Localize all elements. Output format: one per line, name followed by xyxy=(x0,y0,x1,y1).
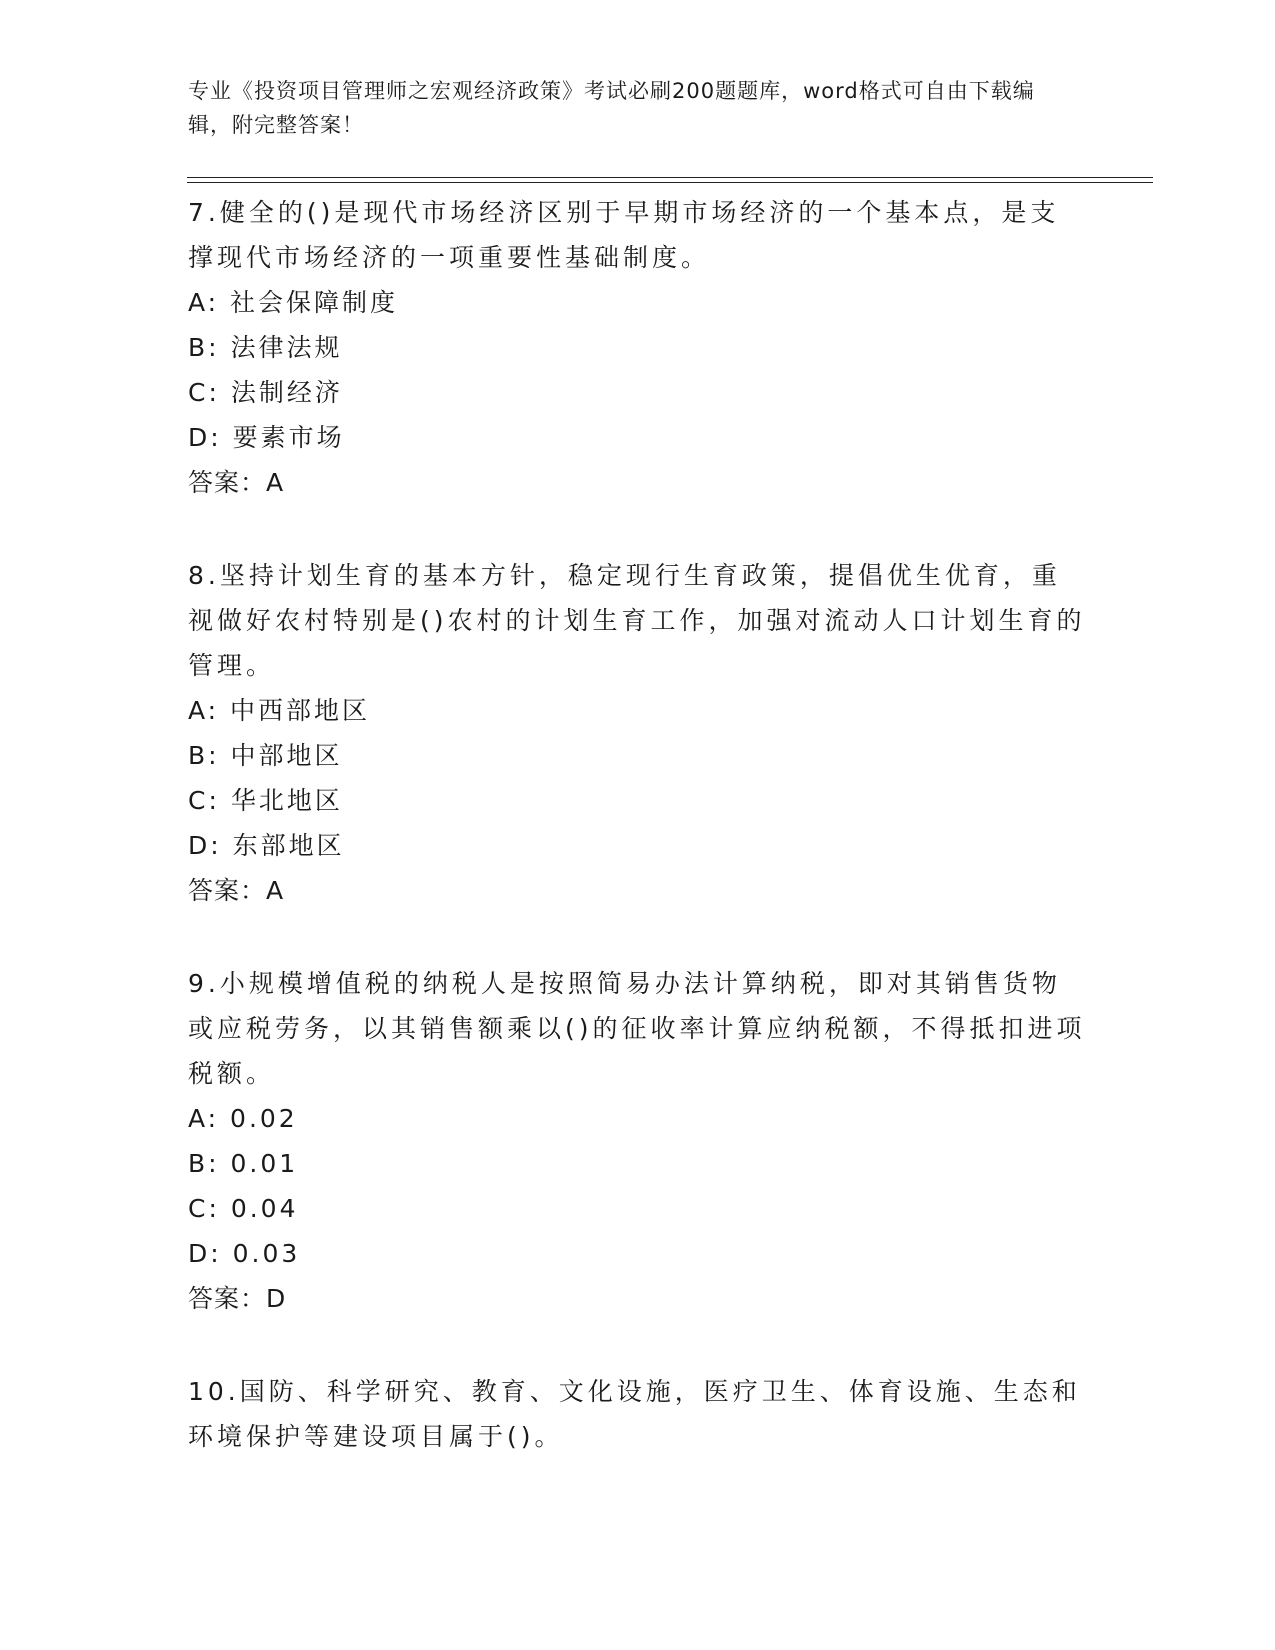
option-b: B: 中部地区 xyxy=(188,741,343,770)
option-c: C: 华北地区 xyxy=(188,786,343,815)
option-a: A: 中西部地区 xyxy=(188,696,371,725)
option-d: D: 要素市场 xyxy=(188,423,345,452)
option-d: D: 东部地区 xyxy=(188,831,345,860)
option-a: A: 社会保障制度 xyxy=(188,288,399,317)
question-10 xyxy=(188,1369,1088,1459)
answer: 答案：D xyxy=(188,1284,287,1313)
question-8 xyxy=(188,553,1088,913)
option-b: B: 法律法规 xyxy=(188,333,343,362)
question-text: 10.国防、科学研究、教育、文化设施，医疗卫生、体育设施、生态和环境保护等建设项目属于()。 xyxy=(188,1377,1081,1451)
answer: 答案：A xyxy=(188,876,285,905)
question-9 xyxy=(188,961,1088,1321)
question-text: 7.健全的()是现代市场经济区别于早期市场经济的一个基本点，是支撑现代市场经济的一项重要性基础制度。 xyxy=(188,198,1060,272)
document-header: 专业《投资项目管理师之宏观经济政策》考试必刷200题题库，word格式可自由下载编辑，附完整答案！ xyxy=(188,79,1035,137)
question-text: 8.坚持计划生育的基本方针，稳定现行生育政策，提倡优生优育，重视做好农村特别是()农村的计划生育工作，加强对流动人口计划生育的管理。 xyxy=(188,561,1086,680)
option-b: B: 0.01 xyxy=(188,1149,299,1178)
header-rule-bottom xyxy=(187,182,1153,183)
option-c: C: 0.04 xyxy=(188,1194,299,1223)
option-c: C: 法制经济 xyxy=(188,378,343,407)
answer: 答案：A xyxy=(188,468,285,497)
question-list xyxy=(188,190,1088,1507)
header-rule-top xyxy=(187,177,1153,178)
question-7 xyxy=(188,190,1088,505)
option-a: A: 0.02 xyxy=(188,1104,298,1133)
question-text: 9.小规模增值税的纳税人是按照简易办法计算纳税，即对其销售货物或应税劳务，以其销售额乘以()的征收率计算应纳税额，不得抵扣进项税额。 xyxy=(188,969,1086,1088)
option-d: D: 0.03 xyxy=(188,1239,301,1268)
